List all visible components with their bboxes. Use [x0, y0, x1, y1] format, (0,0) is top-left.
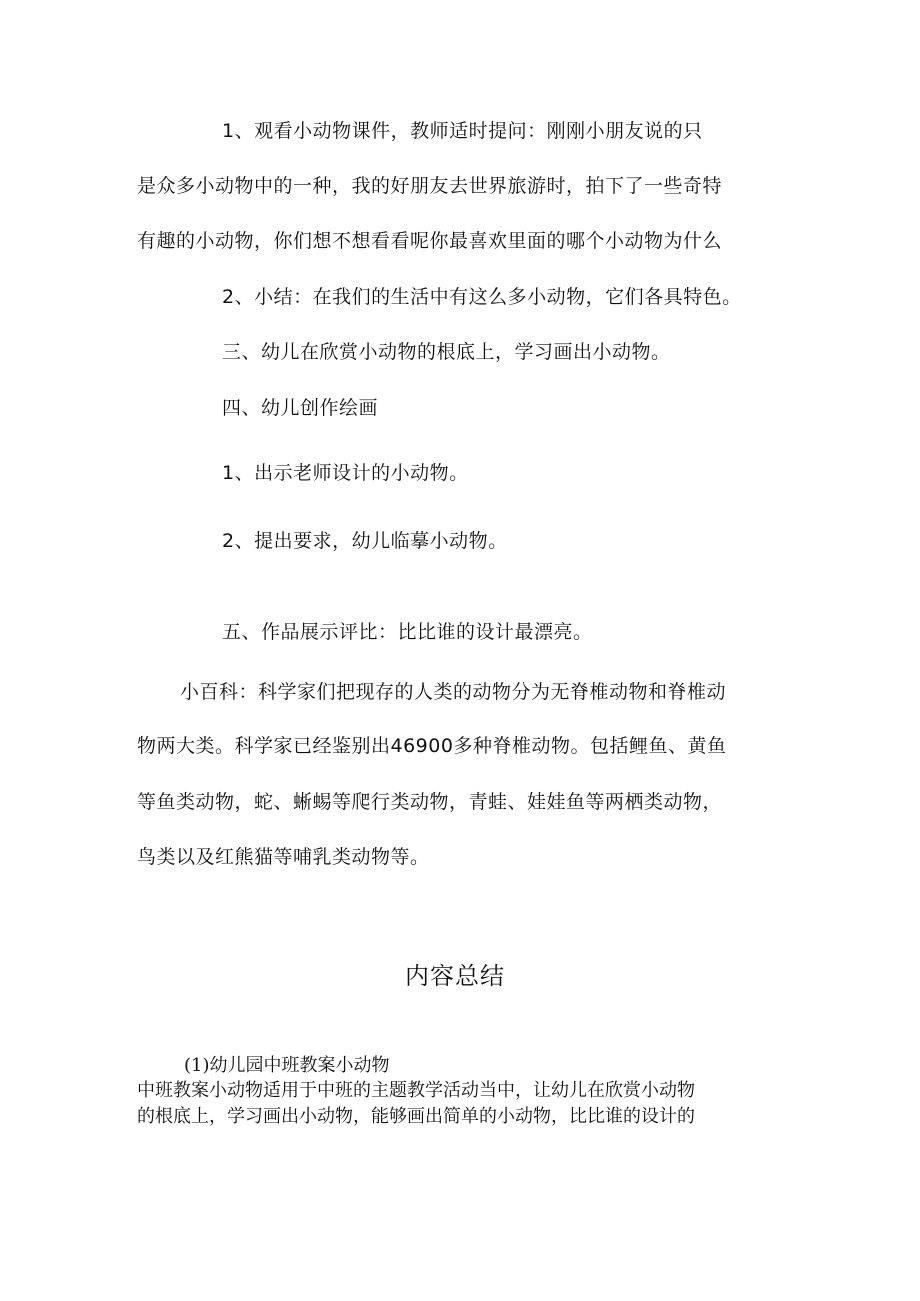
body-line: 1、观看小动物课件，教师适时提问：刚刚小朋友说的只 — [222, 120, 703, 142]
body-line: 物两大类。科学家已经鉴别出46900多种脊椎动物。包括鲤鱼、黄鱼 — [137, 735, 727, 757]
body-line: 1、出示老师设计的小动物。 — [222, 462, 469, 484]
body-line: 是众多小动物中的一种，我的好朋友去世界旅游时，拍下了一些奇特 — [137, 175, 723, 197]
summary-heading: 内容总结 — [405, 962, 505, 990]
body-line: 2、小结：在我们的生活中有这么多小动物，它们各具特色。 — [222, 286, 742, 308]
summary-item-title: (1)幼儿园中班教案小动物 — [184, 1055, 390, 1076]
body-line: 鸟类以及红熊猫等哺乳类动物等。 — [137, 846, 430, 868]
body-line: 四、幼儿创作绘画 — [222, 397, 379, 419]
summary-line: 中班教案小动物适用于中班的主题教学活动当中，让幼儿在欣赏小动物 — [137, 1080, 695, 1101]
body-line: 2、提出要求，幼儿临摹小动物。 — [222, 530, 508, 552]
summary-line: 的根底上，学习画出小动物，能够画出简单的小动物，比比谁的设计的 — [137, 1106, 695, 1127]
body-line: 有趣的小动物，你们想不想看看呢你最喜欢里面的哪个小动物为什么 — [137, 230, 723, 252]
body-line: 三、幼儿在欣赏小动物的根底上，学习画出小动物。 — [222, 341, 671, 363]
body-line: 等鱼类动物，蛇、蜥蜴等爬行类动物，青蛙、娃娃鱼等两栖类动物， — [137, 791, 723, 813]
body-line: 小百科：科学家们把现存的人类的动物分为无脊椎动物和脊椎动 — [180, 681, 727, 703]
body-line: 五、作品展示评比：比比谁的设计最漂亮。 — [222, 621, 593, 643]
